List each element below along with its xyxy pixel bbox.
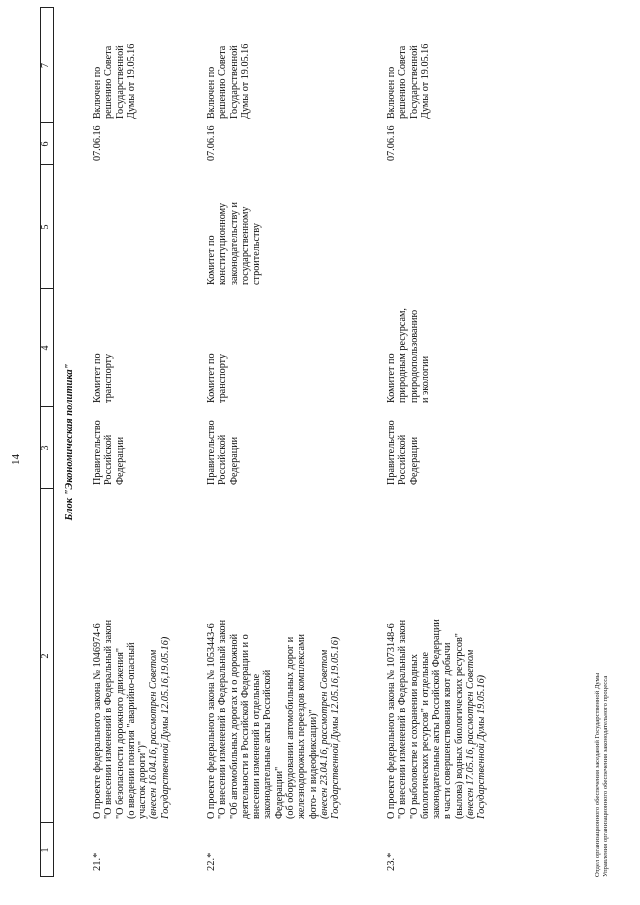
row-number: 22.* (206, 852, 217, 871)
initiator (206, 420, 240, 485)
responsible-committee (206, 353, 229, 403)
footer-line: Управления организационного обеспечения законодательного процесса (602, 675, 609, 877)
committee-line: Комитет по (206, 235, 217, 285)
initiator-line: Российской (217, 434, 229, 485)
description-line: "О внесении изменений в Федеральный закон (397, 619, 409, 819)
initiator-line: Федерации (114, 436, 126, 485)
submission-note: Государственной Думы 12.05.16,19.05.16) (330, 636, 342, 819)
column-header-5: 5 (40, 224, 51, 230)
page-number: 14 (10, 454, 22, 465)
description-line: О проекте федерального закона № 1053443-6 (206, 623, 217, 819)
committee-line: Комитет по (92, 353, 103, 403)
initiator (386, 420, 420, 485)
column-header-6: 6 (40, 141, 51, 147)
description-line: законодательные акты Российской Федерации (431, 619, 443, 819)
agenda-table (40, 7, 580, 877)
status (206, 44, 251, 119)
date: 07.06.16 (206, 125, 217, 161)
status-line: Государственной (228, 45, 240, 119)
description-line: законодательные акты Российской (262, 669, 274, 819)
column-header-1: 1 (40, 847, 51, 853)
description-line: "О безопасности дорожного движения" (114, 647, 126, 819)
committee-line: государственному (239, 206, 251, 285)
description-line: деятельности в Российской Федерации и о (239, 634, 251, 819)
submission-note: Государственной Думы 19.05.16) (476, 674, 488, 819)
bill-description (92, 620, 171, 819)
status-line: Включен по (386, 66, 397, 119)
description-line: железнодорожных переездов комплексами (296, 634, 308, 819)
committee-line: и экологии (419, 355, 431, 403)
column-header-4: 4 (40, 345, 51, 351)
row-number: 21.* (92, 852, 103, 871)
status-line: решению Совета (217, 45, 229, 119)
status-line: Думы от 19.05.16 (239, 43, 251, 119)
status (386, 44, 431, 119)
column-header-2: 2 (40, 653, 51, 659)
status-line: Включен по (92, 66, 103, 119)
description-line: (о введении понятия "аварийно-опасный (125, 642, 137, 819)
description-line: "О внесении изменений в Федеральный закон (217, 619, 229, 819)
committee-line: законодательству и (228, 202, 240, 285)
committee-line: природным ресурсам, (397, 308, 409, 403)
status-line: Думы от 19.05.16 (419, 43, 431, 119)
committee-line: конституционному (217, 202, 229, 285)
initiator-line: Федерации (408, 436, 420, 485)
description-line: в части совершенствования квот добычи (442, 642, 454, 819)
status-line: решению Совета (397, 45, 409, 119)
column-header-7: 7 (40, 63, 51, 68)
description-line: Федерации" (273, 766, 285, 819)
status-line: Государственной (114, 45, 126, 119)
description-line: "О внесении изменений в Федеральный закон (103, 619, 115, 819)
submission-note: (внесен 17.05.16, рассмотрен Советом (465, 649, 477, 819)
submission-note: Государственной Думы 12.05.16,19.05.16) (159, 636, 171, 819)
block-title: Блок "Экономическая политика" (64, 363, 75, 521)
description-line: биологических ресурсов" и отдельные (419, 652, 431, 819)
description-line: О проекте федерального закона № 1046974-6 (92, 623, 103, 819)
description-line: участок дороги")" (137, 741, 149, 819)
co-executing-committee (206, 202, 262, 285)
footer-line: Отдел организационного обеспечения заседаний Государственной Думы (594, 672, 601, 877)
status-line: Государственной (408, 45, 420, 119)
bill-description (206, 620, 342, 819)
status-line: Думы от 19.05.16 (125, 43, 137, 119)
row-number: 23.* (386, 852, 397, 871)
description-line: О проекте федерального закона № 1073148-6 (386, 623, 397, 819)
initiator (92, 420, 126, 485)
description-line: "Об автомобильных дорогах и о дорожной (228, 633, 240, 819)
committee-line: природопользованию (408, 309, 420, 403)
initiator-line: Российской (103, 434, 115, 485)
initiator-line: Федерации (228, 436, 240, 485)
responsible-committee (386, 308, 431, 403)
status-line: решению Совета (103, 45, 115, 119)
bill-description (386, 619, 488, 819)
committee-line: строительству (251, 223, 263, 285)
initiator-line: Правительство (206, 420, 217, 485)
committee-line: транспорту (217, 353, 229, 403)
date: 07.06.16 (386, 125, 397, 161)
initiator-line: Правительство (92, 420, 103, 485)
submission-note: (внесен 23.04.16, рассмотрен Советом (318, 649, 330, 819)
description-line: фото- и видеофиксации)" (307, 709, 319, 819)
initiator-line: Правительство (386, 420, 397, 485)
initiator-line: Российской (397, 434, 409, 485)
description-line: (об оборудовании автомобильных дорог и (285, 636, 297, 819)
footer (594, 673, 610, 877)
committee-line: Комитет по (206, 353, 217, 403)
description-line: (вылова) водных биологических ресурсов" (453, 633, 465, 819)
status-line: Включен по (206, 66, 217, 119)
submission-note: (внесен 16.04.16, рассмотрен Советом (148, 649, 160, 819)
status (92, 44, 137, 119)
description-line: внесении изменений в отдельные (251, 673, 263, 819)
committee-line: транспорту (103, 353, 115, 403)
responsible-committee (92, 353, 115, 403)
committee-line: Комитет по (386, 353, 397, 403)
date: 07.06.16 (92, 125, 103, 161)
column-header-3: 3 (40, 445, 51, 451)
description-line: "О рыболовстве и сохранении водных (408, 654, 420, 819)
